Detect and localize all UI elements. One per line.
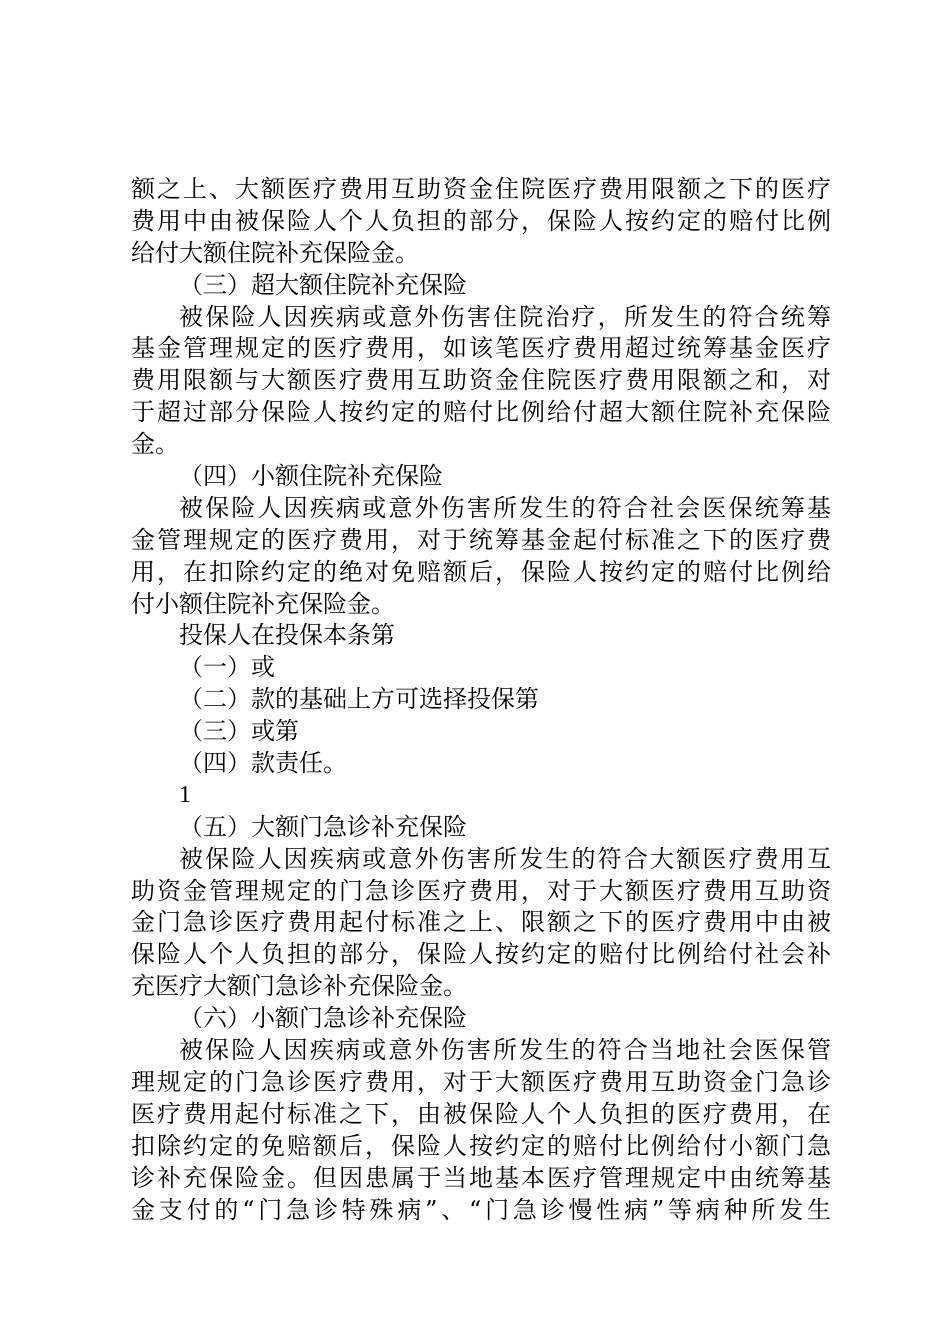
text-line: 费用中由被保险人个人负担的部分，保险人按约定的赔付比例: [131, 206, 831, 235]
text-line: （五）大额门急诊补充保险: [179, 812, 467, 841]
text-line: 于超过部分保险人按约定的赔付比例给付超大额住院补充保险: [131, 398, 831, 427]
text-line: 被保险人因疾病或意外伤害所发生的符合社会医保统筹基: [179, 493, 831, 522]
text-line: （二）款的基础上方可选择投保第: [179, 685, 539, 714]
text-line: 基金管理规定的医疗费用，如该笔医疗费用超过统筹基金医疗: [131, 334, 831, 363]
text-line: 付小额住院补充保险金。: [131, 589, 395, 618]
text-line: 投保人在投保本条第: [179, 621, 395, 650]
text-line: （三）超大额住院补充保险: [179, 270, 467, 299]
page-number: 1: [179, 781, 191, 808]
text-line: 额之上、大额医疗费用互助资金住院医疗费用限额之下的医疗: [131, 175, 831, 203]
text-line: 充医疗大额门急诊补充保险金。: [131, 972, 467, 1001]
text-line: 金支付的“门急诊特殊病”、“门急诊慢性病”等病种所发生: [131, 1195, 831, 1224]
text-line: （四）款责任。: [179, 749, 347, 778]
text-line: 保险人个人负担的部分，保险人按约定的赔付比例给付社会补: [131, 940, 831, 969]
text-line: 用，在扣除约定的绝对免赔额后，保险人按约定的赔付比例给: [131, 557, 831, 586]
text-line: 理规定的门急诊医疗费用，对于大额医疗费用互助资金门急诊: [131, 1067, 831, 1096]
text-line: 给付大额住院补充保险金。: [131, 238, 419, 267]
text-line: 医疗费用起付标准之下，由被保险人个人负担的医疗费用，在: [131, 1099, 831, 1128]
text-line: （三）或第: [179, 717, 299, 746]
text-line: 诊补充保险金。但因患属于当地基本医疗管理规定中由统筹基: [131, 1163, 831, 1192]
text-line: 被保险人因疾病或意外伤害所发生的符合当地社会医保管: [179, 1036, 831, 1065]
text-line: 被保险人因疾病或意外伤害所发生的符合大额医疗费用互: [179, 844, 831, 873]
text-line: 费用限额与大额医疗费用互助资金住院医疗费用限额之和，对: [131, 366, 831, 395]
text-line: 扣除约定的免赔额后，保险人按约定的赔付比例给付小额门急: [131, 1131, 831, 1160]
text-line: 助资金管理规定的门急诊医疗费用，对于大额医疗费用互助资: [131, 876, 831, 905]
text-line: （四）小额住院补充保险: [179, 462, 443, 491]
text-line: 金。: [131, 430, 179, 459]
document-body: [131, 174, 831, 1226]
text-line: （一）或: [179, 653, 275, 682]
text-line: 金管理规定的医疗费用，对于统筹基金起付标准之下的医疗费: [131, 525, 831, 554]
text-line: 金门急诊医疗费用起付标准之上、限额之下的医疗费用中由被: [131, 908, 831, 937]
text-line: （六）小额门急诊补充保险: [179, 1004, 467, 1033]
text-line: 被保险人因疾病或意外伤害住院治疗，所发生的符合统筹: [179, 302, 831, 331]
